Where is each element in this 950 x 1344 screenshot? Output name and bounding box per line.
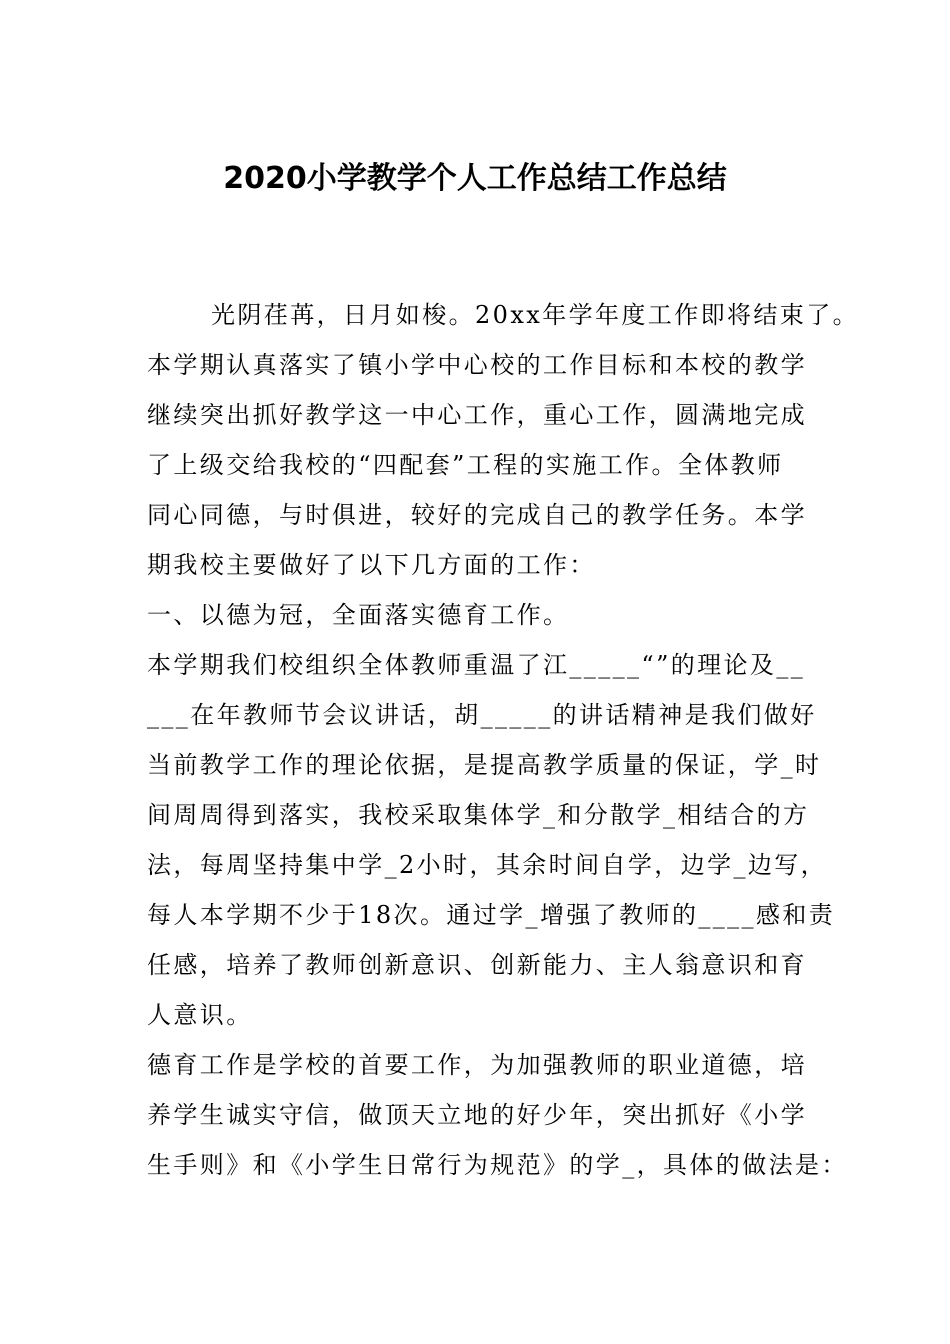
paragraph-line: 光阴荏苒，日月如梭。20xx年学年度工作即将结束了。 [211, 301, 860, 329]
paragraph-line: 法，每周坚持集中学_2小时，其余时间自学，边学_边写， [147, 851, 828, 879]
paragraph-line: 每人本学期不少于18次。通过学_增强了教师的____感和责 [147, 901, 836, 929]
document-title: 2020小学教学个人工作总结工作总结 [223, 161, 727, 196]
paragraph-line: 了上级交给我校的“四配套”工程的实施工作。全体教师 [147, 451, 784, 479]
paragraph-line: 本学期我们校组织全体教师重温了江_____“”的理论及__ [147, 651, 806, 679]
paragraph-line: 本学期认真落实了镇小学中心校的工作目标和本校的教学 [147, 351, 807, 379]
paragraph-line: 当前教学工作的理论依据，是提高教学质量的保证，学_时 [147, 751, 822, 779]
paragraph-line: 间周周得到落实，我校采取集体学_和分散学_相结合的方 [147, 801, 810, 829]
paragraph-line: 人意识。 [147, 1001, 253, 1029]
section-heading: 一、以德为冠，全面落实德育工作。 [147, 601, 570, 629]
paragraph-line: 生手则》和《小学生日常行为规范》的学_，具体的做法是： [147, 1151, 848, 1179]
paragraph-line: 任感，培养了教师创新意识、创新能力、主人翁意识和育 [147, 951, 807, 979]
paragraph-line: 期我校主要做好了以下几方面的工作： [147, 551, 596, 579]
paragraph-line: 同心同德，与时俱进，较好的完成自己的教学任务。本学 [147, 501, 807, 529]
paragraph-line: 德育工作是学校的首要工作，为加强教师的职业道德，培 [147, 1051, 807, 1079]
paragraph-line: 养学生诚实守信，做顶天立地的好少年，突出抓好《小学 [147, 1101, 807, 1129]
paragraph-line: 继续突出抓好教学这一中心工作，重心工作，圆满地完成 [147, 401, 807, 429]
paragraph-line: ___在年教师节会议讲话，胡_____的讲话精神是我们做好 [147, 701, 817, 729]
document-body [147, 290, 860, 1190]
